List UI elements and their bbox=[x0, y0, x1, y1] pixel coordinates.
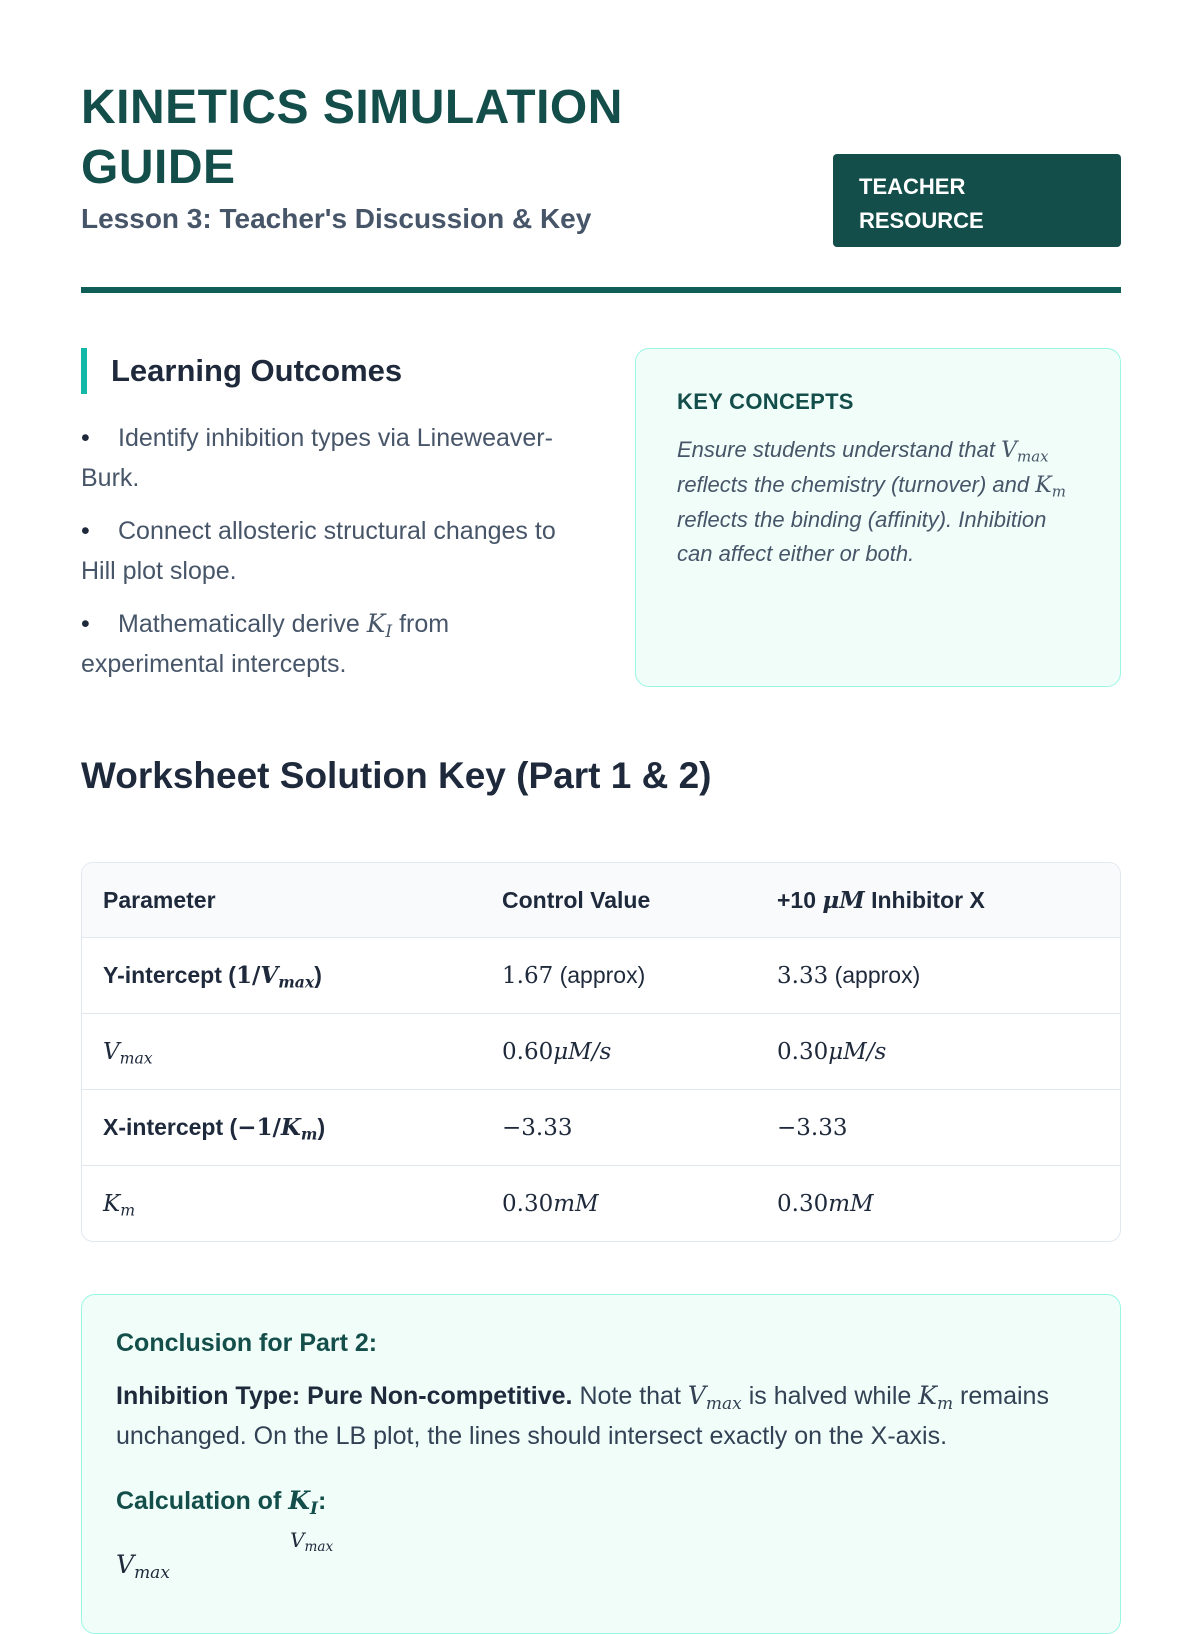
row-label: $V_{max}$ bbox=[103, 1038, 153, 1068]
km-symbol: $K_m$ bbox=[918, 1381, 954, 1415]
outcomes-list bbox=[81, 418, 581, 684]
control-value: 1.67 (approx) bbox=[502, 962, 646, 989]
bullet-icon: • bbox=[81, 610, 90, 638]
conclusion-heading: Conclusion for Part 2: bbox=[116, 1329, 378, 1357]
vmax-symbol: $V_{max}$ bbox=[1001, 438, 1049, 466]
table-row bbox=[82, 1165, 1120, 1241]
ki-formula: $V_{max}$ $V_{max}$ bbox=[116, 1528, 334, 1584]
key-concepts-box bbox=[635, 348, 1121, 687]
inhibitor-value: −3.33 bbox=[777, 1114, 848, 1141]
learning-outcomes bbox=[81, 348, 581, 697]
table-row bbox=[82, 1089, 1120, 1165]
header-divider bbox=[81, 287, 1121, 293]
page-subtitle: Lesson 3: Teacher's Discussion & Key bbox=[81, 203, 592, 234]
table-header-row bbox=[82, 863, 1120, 937]
outcome-item: • Connect allosteric structural changes to Hill plot slope. bbox=[81, 511, 581, 591]
row-label: X-intercept ( −1/ $K_m$ ) bbox=[103, 1114, 326, 1144]
key-concepts-heading: KEY CONCEPTS bbox=[677, 389, 854, 414]
outcome-item: • Mathematically derive $K_I$ from experimental intercepts. bbox=[81, 604, 581, 684]
table-row bbox=[82, 937, 1120, 1013]
calculation-heading: Calculation of $K_I$: bbox=[116, 1486, 327, 1520]
header-control: Control Value bbox=[502, 886, 651, 913]
header-inhibitor: +10 μM Inhibitor X bbox=[777, 886, 985, 914]
conclusion-text: Inhibition Type: Pure Non-competitive. Note that $V_{max}$ is halved while $K_m$ remains unchanged. On the LB plot, the lines should intersect exactly on the X-axis. bbox=[116, 1381, 1049, 1450]
learning-outcomes-heading: Learning Outcomes bbox=[81, 348, 581, 394]
page-title: KINETICS SIMULATION GUIDE bbox=[81, 81, 623, 194]
header-parameter: Parameter bbox=[103, 886, 216, 913]
row-label: $K_m$ bbox=[103, 1190, 136, 1220]
table-row bbox=[82, 1013, 1120, 1089]
key-concepts-text: Ensure students understand that $V_{max}$ reflects the chemistry (turnover) and $K_m$ reflects the binding (affinity). Inhibition can affect either or both. bbox=[677, 437, 1066, 566]
outcome-item: • Identify inhibition types via Lineweaver-Burk. bbox=[81, 418, 581, 498]
inhibitor-value: 0.30 μM/s bbox=[777, 1038, 887, 1065]
solution-table bbox=[81, 862, 1121, 1242]
conclusion-box bbox=[81, 1294, 1121, 1634]
km-symbol: $K_m$ bbox=[1035, 473, 1066, 501]
bullet-icon: • bbox=[81, 424, 90, 452]
vmax-symbol: $V_{max}$ bbox=[687, 1381, 742, 1415]
bullet-icon: • bbox=[81, 517, 90, 545]
inhibitor-value: 0.30 mM bbox=[777, 1190, 874, 1217]
row-label: Y-intercept ( 1/ $V_{max}$ ) bbox=[103, 962, 322, 992]
page-header bbox=[81, 78, 1121, 298]
inhibitor-value: 3.33 (approx) bbox=[777, 962, 921, 989]
worksheet-title: Worksheet Solution Key (Part 1 & 2) bbox=[81, 755, 712, 796]
control-value: 0.30 mM bbox=[502, 1190, 599, 1217]
ki-symbol: $K_I$ bbox=[366, 609, 393, 643]
teacher-resource-badge: TEACHER RESOURCE bbox=[833, 154, 1121, 247]
control-value: 0.60 μM/s bbox=[502, 1038, 612, 1065]
control-value: −3.33 bbox=[502, 1114, 573, 1141]
